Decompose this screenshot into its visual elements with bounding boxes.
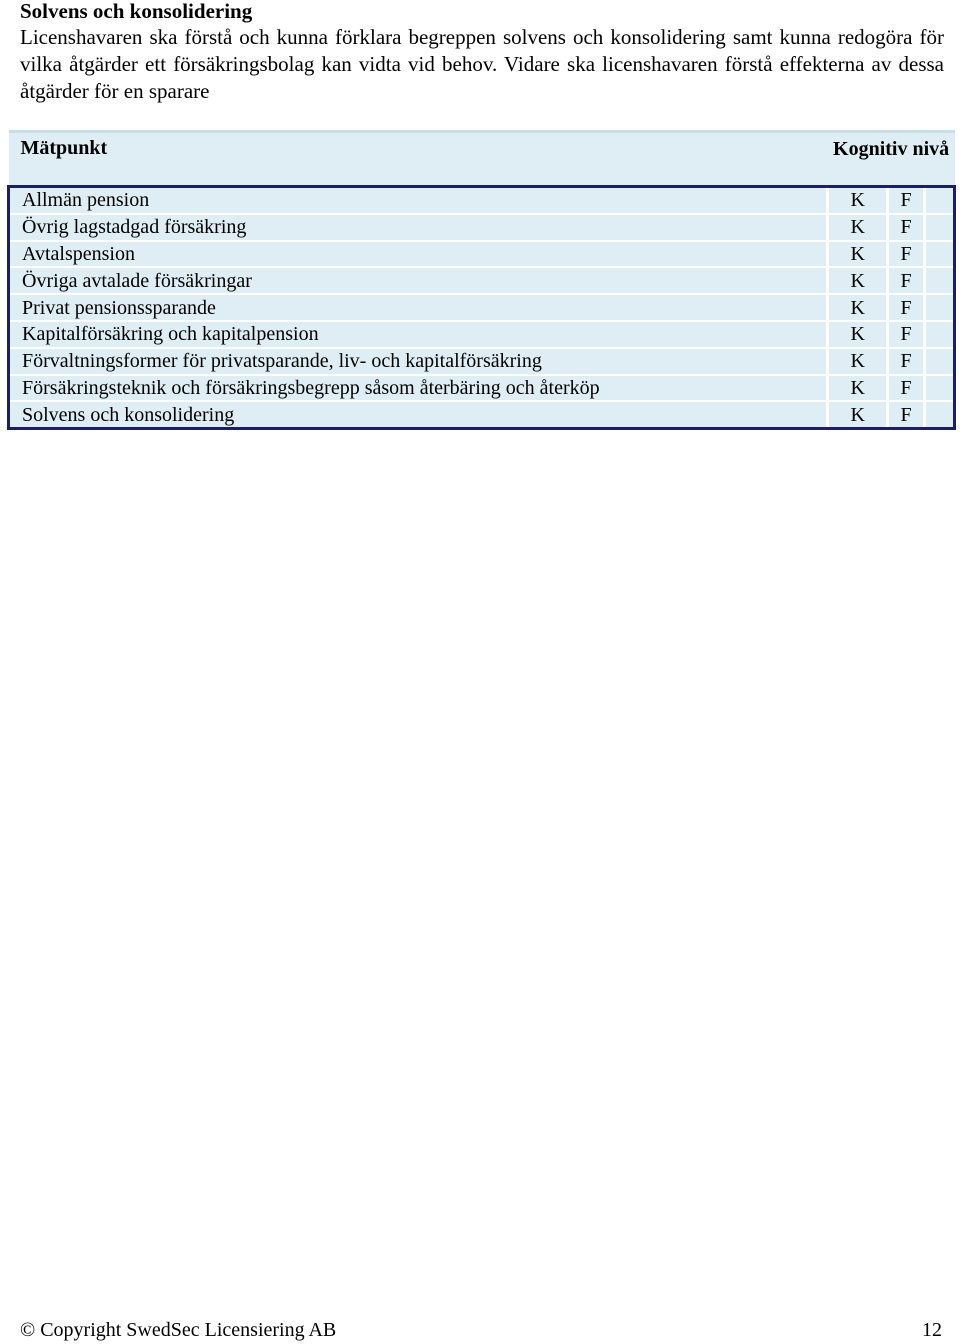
table-row (9, 401, 955, 428)
row-level-f: F (888, 294, 925, 321)
row-topic: Allmän pension (9, 187, 828, 214)
table-header-row (9, 132, 955, 187)
table-row (9, 267, 955, 294)
table-row (9, 348, 955, 375)
table-row (9, 214, 955, 241)
row-level-f: F (888, 267, 925, 294)
row-level-blank (925, 375, 955, 402)
row-level-k: K (828, 375, 888, 402)
row-topic: Solvens och konsolidering (9, 401, 828, 428)
row-level-f: F (888, 241, 925, 268)
row-level-k: K (828, 187, 888, 214)
row-level-k: K (828, 348, 888, 375)
row-level-k: K (828, 214, 888, 241)
table-row (9, 321, 955, 348)
row-level-k: K (828, 241, 888, 268)
row-topic: Privat pensionssparande (9, 294, 828, 321)
row-level-f: F (888, 348, 925, 375)
row-topic: Förvaltningsformer för privatsparande, liv- och kapitalförsäkring (9, 348, 828, 375)
row-level-blank (925, 348, 955, 375)
row-topic: Övriga avtalade försäkringar (9, 267, 828, 294)
row-level-blank (925, 214, 955, 241)
row-topic: Försäkringsteknik och försäkringsbegrepp såsom återbäring och återköp (9, 375, 828, 402)
row-level-k: K (828, 321, 888, 348)
footer-copyright: © Copyright SwedSec Licensiering AB (20, 1319, 337, 1341)
row-level-blank (925, 267, 955, 294)
header-topic: Mätpunkt (9, 132, 828, 187)
row-level-blank (925, 401, 955, 428)
row-level-f: F (888, 187, 925, 214)
row-level-blank (925, 294, 955, 321)
row-level-f: F (888, 375, 925, 402)
table-row (9, 375, 955, 402)
section-title: Solvens och konsolidering (20, 0, 253, 23)
row-topic: Övrig lagstadgad försäkring (9, 214, 828, 241)
row-level-f: F (888, 401, 925, 428)
row-level-k: K (828, 294, 888, 321)
row-level-blank (925, 187, 955, 214)
table-row (9, 187, 955, 214)
table-body (9, 187, 955, 429)
table-row (9, 294, 955, 321)
row-level-k: K (828, 267, 888, 294)
table-row (9, 241, 955, 268)
row-topic: Kapitalförsäkring och kapitalpension (9, 321, 828, 348)
row-level-k: K (828, 401, 888, 428)
cognitive-level-table (7, 130, 956, 430)
section-intro: Licenshavaren ska förstå och kunna förklara begreppen solvens och konsolidering samt kunna redogöra för vilka åtgärder ett försäkringsbolag kan vidta vid behov. Vidare ska licenshavaren förstå effekterna av dessa åtgärder för en sparare (20, 25, 944, 103)
row-level-blank (925, 241, 955, 268)
row-level-blank (925, 321, 955, 348)
row-level-f: F (888, 214, 925, 241)
header-level: Kognitiv nivå (828, 132, 955, 187)
row-level-f: F (888, 321, 925, 348)
row-topic: Avtalspension (9, 241, 828, 268)
page-number: 12 (922, 1319, 942, 1341)
